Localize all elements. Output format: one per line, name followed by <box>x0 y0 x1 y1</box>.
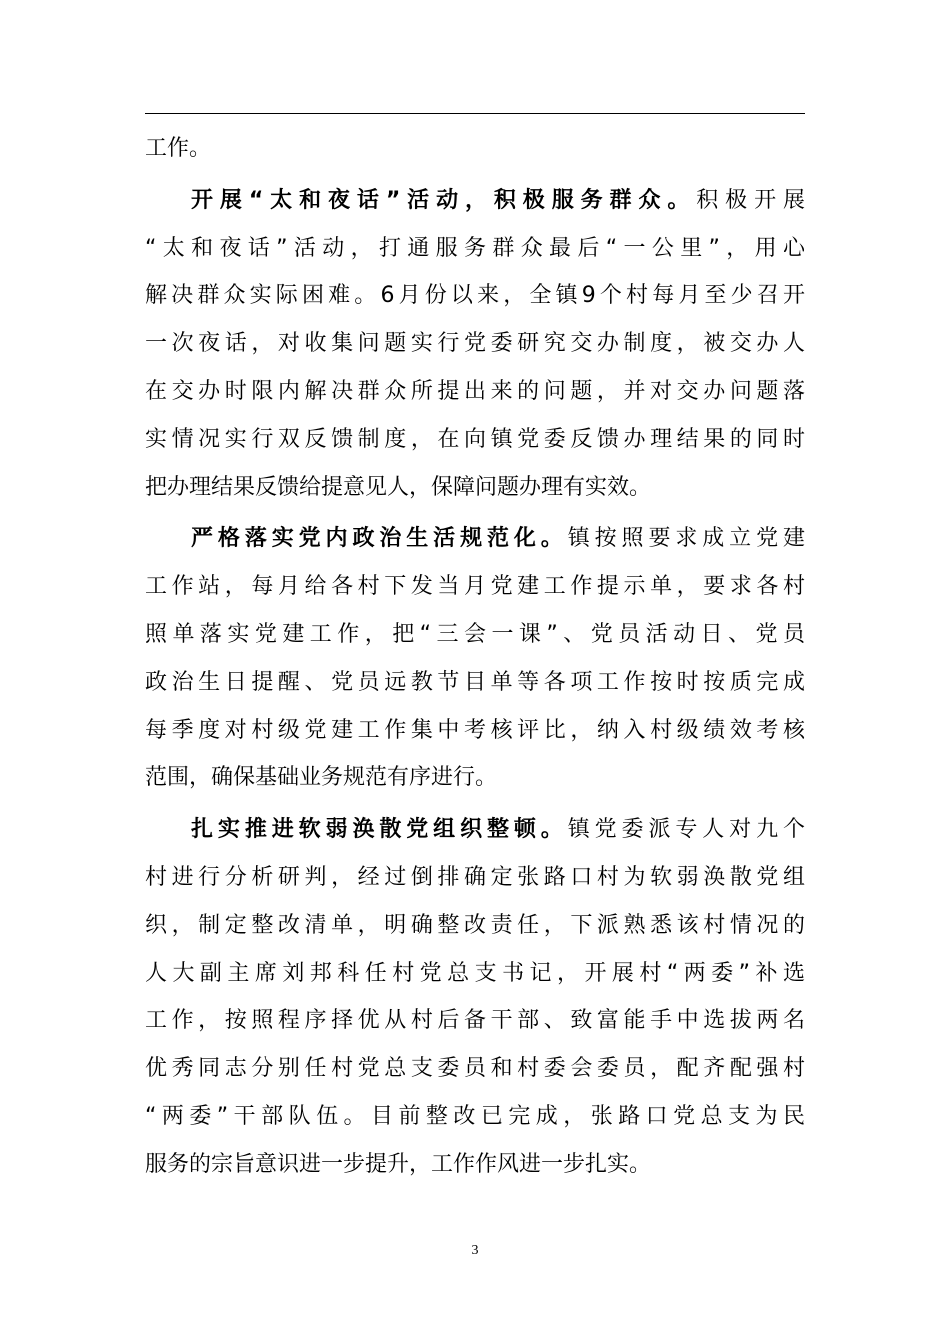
paragraph-line: 一次夜话，对收集问题实行党委研究交办制度，被交办人 <box>145 331 805 357</box>
paragraph-heading: 开展“太和夜话”活动，积极服务群众。 <box>191 187 697 213</box>
header-rule <box>145 113 805 114</box>
paragraph-lead-text: 镇按照要求成立党建 <box>567 526 805 552</box>
paragraph-line: 实情况实行双反馈制度，在向镇党委反馈办理结果的同时 <box>145 426 805 452</box>
paragraph-line: 把办理结果反馈给提意见人，保障问题办理有实效。 <box>145 474 652 500</box>
paragraph-line: 解决群众实际困难。6月份以来，全镇9个村每月至少召开 <box>145 283 805 309</box>
paragraph-line: 村进行分析研判，经过倒排确定张路口村为软弱涣散党组 <box>145 864 805 890</box>
paragraph-line: 每季度对村级党建工作集中考核评比，纳入村级绩效考核 <box>145 717 805 743</box>
paragraph-line: 人大副主席刘邦科任村党总支书记，开展村“两委”补选 <box>145 960 805 986</box>
paragraph-line: 工作站，每月给各村下发当月党建工作提示单，要求各村 <box>145 574 805 600</box>
paragraph-line: 政治生日提醒、党员远教节目单等各项工作按时按质完成 <box>145 669 805 695</box>
paragraph-first-line <box>145 806 805 854</box>
paragraph-line: “两委”干部队伍。目前整改已完成，张路口党总支为民 <box>145 1103 805 1129</box>
paragraph-lead-text: 积极开展 <box>696 187 805 213</box>
document-body <box>145 125 805 1189</box>
paragraph-lead-text: 镇党委派专人对九个 <box>567 817 805 843</box>
paragraph-party-life-standardization <box>145 515 805 802</box>
paragraph-heading: 扎实推进软弱涣散党组织整顿。 <box>191 817 568 843</box>
paragraph-line: 织，制定整改清单，明确整改责任，下派熟悉该村情况的 <box>145 912 805 938</box>
paragraph-line: 工作，按照程序择优从村后备干部、致富能手中选拔两名 <box>145 1008 805 1034</box>
paragraph-weak-organization-rectification <box>145 806 805 1188</box>
paragraph-line: 优秀同志分别任村党总支委员和村委会委员，配齐配强村 <box>145 1056 805 1082</box>
page-number: 3 <box>471 1243 479 1258</box>
paragraph-taihe-night-talk <box>145 177 805 512</box>
paragraph-first-line <box>145 515 805 563</box>
paragraph-line: “太和夜话”活动，打通服务群众最后“一公里”，用心 <box>145 235 805 261</box>
paragraph-continuation-line: 工作。 <box>145 136 212 161</box>
paragraph-line: 在交办时限内解决群众所提出来的问题，并对交办问题落 <box>145 378 805 404</box>
paragraph-line: 服务的宗旨意识进一步提升，工作作风进一步扎实。 <box>145 1151 652 1177</box>
paragraph-first-line <box>145 177 805 225</box>
paragraph-heading: 严格落实党内政治生活规范化。 <box>191 526 568 552</box>
paragraph-line: 照单落实党建工作，把“三会一课”、党员活动日、党员 <box>145 621 805 647</box>
paragraph-line: 范围，确保基础业务规范有序进行。 <box>145 765 498 791</box>
